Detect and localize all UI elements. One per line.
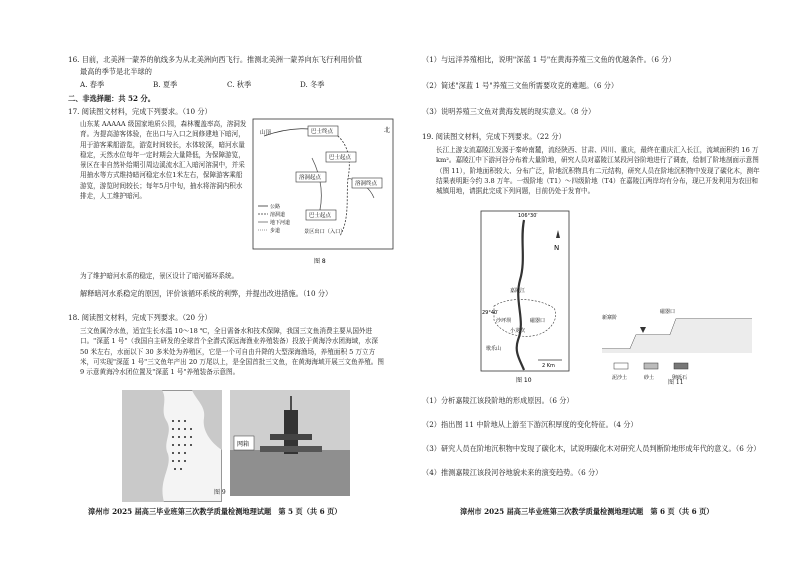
town-label-4: 歌乐山 [486,346,502,352]
figure-11-profile [600,305,760,385]
right-page-footer: 漳州市 2025 届高三毕业班第三次教学质量检测地理试题 第 6 页（共 6 页） [460,507,714,516]
town-label-1: 沙坪坝 [496,318,512,324]
q18-title: 18. 阅读图文材料，完成下列要求。（20 分） [68,313,212,322]
stop-label-2: 巴士起点 [329,155,352,161]
q17-title: 17. 阅读图文材料，完成下列要求。（10 分） [68,107,212,116]
longitude-label: 106°30′ [518,213,538,219]
stop-label-1: 巴士终点 [311,129,334,135]
q16-option-d: D. 冬季 [300,80,325,89]
q17-paragraph-1: 山东某 AAAAA 级国家地质公园，森林覆盖率高，溶洞发育。为提高游客体验，在出口与入口之间修建地下暗河，用于游客乘船游览，游览时间较长，水体较深，暗河水量稳定，天然水位每年一定时期会大量降低，为保障游览，景区在非自然补给期引周边溪流水汇入暗河溶洞中，并采用抽水等方式维持暗河稳定水位1米左右，保障游客乘船游览，游览时间较长；每年5月中旬，抽水将溶洞内积水排走，人工维护暗河。 [80,120,247,201]
legend-cave: 溶洞道 [270,212,286,218]
q16-stem-line2: 最高的季节是北半球的 [80,67,152,76]
mountain-label: 山顶 [260,130,272,136]
q19-part-3: （3）研究人员在阶地沉积物中发现了碳化木，试说明碳化木对研究人员判断阶地形成年代的意义。（6 分） [422,444,761,453]
q19-part-4: （4）推测嘉陵江该段河谷地貌未来的演变趋势。（6 分） [422,468,603,477]
profile-left-label: 新寨阶 [602,315,618,321]
latitude-label: 29°40′ [482,310,499,316]
q18-part-1: （1）与远洋养殖相比，说明"深蓝 1 号"在黄海养殖三文鱼的优越条件。（6 分） [422,55,676,64]
q19-part-1: （1）分析嘉陵江该段阶地的形成原因。（6 分） [422,396,574,405]
q19-title: 19. 阅读图文材料，完成下列要求。（22 分） [422,132,566,141]
legend-river: 地下河道 [270,220,291,226]
legend-path: 步道 [270,228,281,234]
legend-silt: 泥沙土 [612,375,628,381]
q18-paragraph-1: 三文鱼属冷水鱼，适宜生长水温 10～18 ℃，全日需备水和技术保障，我国三文鱼消费主要从国外进口。"深蓝 1 号"（我国自主研发的全球首个全潜式深远海渔业养殖装备）投放于黄海冷水团海域，水深 50 米左右，水面以下 30 多米处为养殖区，它是一个可自由升降的大型深海渔场，养殖面积 5 万立方米，可实现"深蓝 1 号"三文鱼年产出 20 万尾以上，是全国首批三文鱼，在黄海海域开展三文鱼养殖。图 9 示意黄海冷水团位置及"深蓝 1 号"养殖装备示意图。 [80,327,384,377]
figure-10-caption: 图 10 [516,377,532,384]
entrance-label: 景区出口（入口） [304,229,346,235]
legend-road: 公路 [270,204,281,210]
q17-paragraph-2: 为了维护暗河水系的稳定，景区设计了暗河循环系统。 [80,272,239,280]
scale-label: 2 Km [542,363,555,369]
north-arrow: N [554,244,560,252]
figure-9-photo [230,390,350,496]
q19-paragraph-1: 长江上游支流嘉陵江发源于秦岭南麓，流经陕西、甘肃、四川、重庆，最终在重庆汇入长江，流域面积约 16 万 km²。嘉陵江中下游河谷分布着大量阶地，研究人员对嘉陵江某段河谷阶地进行了调查，绘制了阶地剖面示意图（图 11），阶地面积较大、分布广泛，阶地沉积物具有二元结构，研究人员在阶地沉积物中发现了碳化木，测年结果表明距今约 3.8 万年。一级阶地（T1）～四级阶地（T4）在嘉陵江两岸均有分布，现已开发利用为农田和城镇用地，请据此完成下列问题，目前仍处于发育中。 [436,146,760,196]
figure-8-caption: 图 8 [314,258,326,265]
figure-9-caption: 图 9 [214,489,226,496]
q16-option-a: A. 春季 [80,80,105,89]
stop-label-5: 巴士起点 [309,213,332,219]
figure-9-map [122,390,222,502]
right-page [400,0,800,565]
river-label: 嘉陵江 [510,288,526,294]
q19-part-2: （2）指出图 11 中阶地从上游至下游沉积厚度的变化特征。（4 分） [422,420,638,429]
north-label: 北 [384,127,391,134]
stop-label-3: 溶洞起点 [299,175,322,181]
figure-8-map [252,118,394,268]
photo-label: 网箱 [237,441,250,448]
q16-option-b: B. 夏季 [153,80,178,89]
profile-right-label: 磁器口 [660,309,676,315]
stop-label-4: 溶洞终点 [355,181,378,187]
legend-sand: 砂土 [644,375,655,381]
q16-stem-line1: 16. 目前，北美洲一蒙养的航线多为从北美洲向西飞行。推测北美洲一蒙养向东飞行利用价值 [68,55,363,64]
figure-11-caption: 图 11 [668,379,684,386]
town-label-2: 磁器口 [530,318,546,324]
town-label-3: 小龙坎 [510,328,526,334]
left-page-footer: 漳州市 2025 届高三毕业班第三次教学质量检测地理试题 第 5 页（共 6 页） [88,507,342,516]
section-heading: 二、非选择题：共 52 分。 [68,94,155,103]
q18-part-3: （3）说明养殖三文鱼对黄海发展的现实意义。（8 分） [422,107,596,116]
legend-gravel: 卵砾石 [672,375,688,381]
q17-task: 解释暗河水系稳定的原因，评价该循环系统的利弊，并提出改进措施。（10 分） [80,289,333,298]
figure-10-map [480,210,570,385]
q16-option-c: C. 秋季 [227,80,252,89]
q18-part-2: （2）简述"深蓝 1 号"养殖三文鱼所需要攻克的难题。（6 分） [422,81,619,90]
